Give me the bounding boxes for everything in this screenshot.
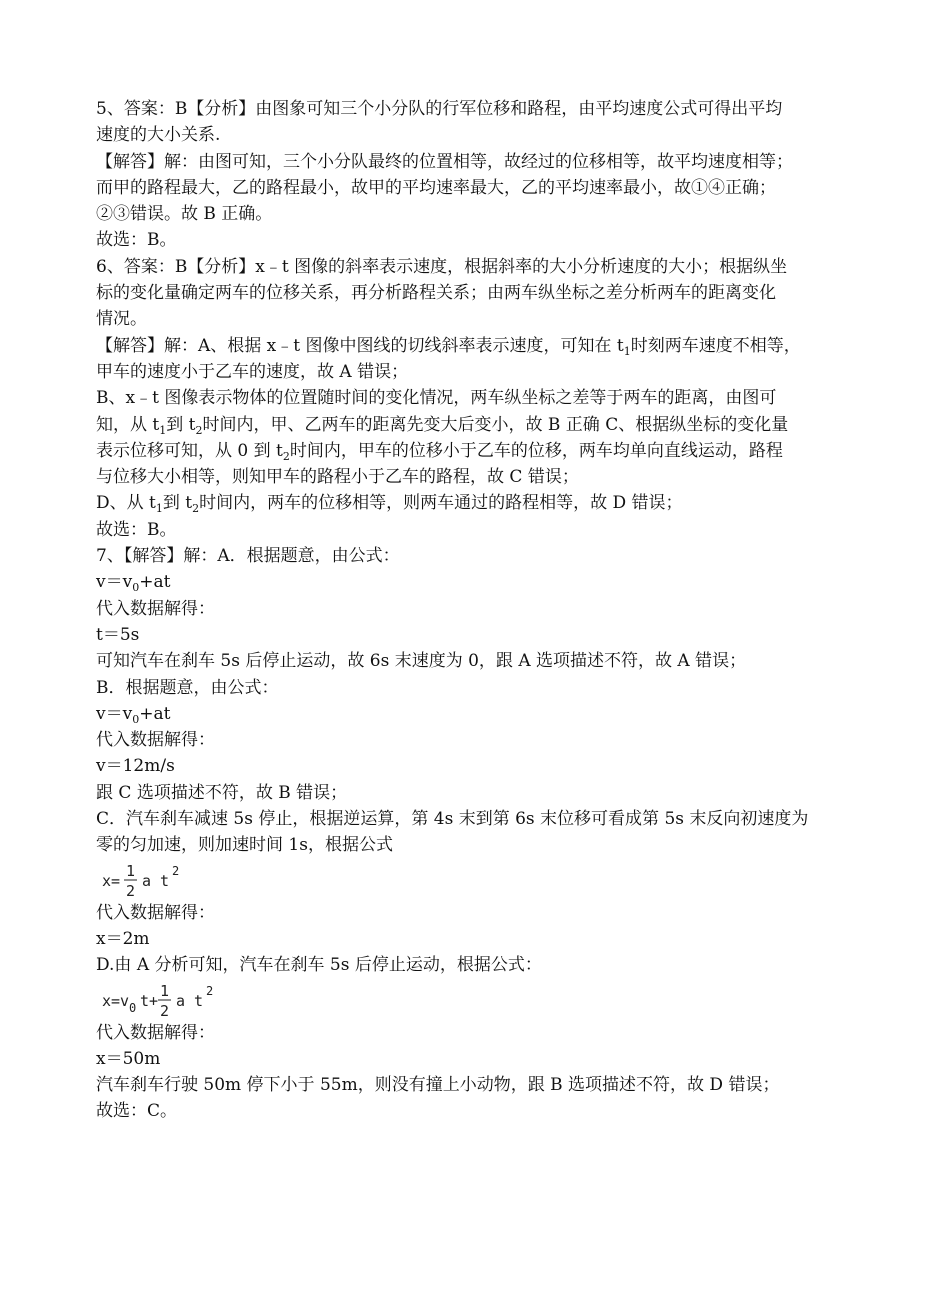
q7-result: t＝5s (96, 624, 140, 645)
q7-conclusion: 可知汽车在刹车 5s 后停止运动，故 6s 末速度为 0，跟 A 选项描述不符，故 A 错误； (96, 651, 747, 672)
q5-choice: 故选：B。 (96, 230, 177, 251)
q5-solution-line: ②③错误。故 B 正确。 (96, 204, 273, 225)
q7-conclusion: 汽车刹车行驶 50m 停下小于 55m，则没有撞上小动物，跟 B 选项描述不符，故 D 错误； (96, 1075, 780, 1096)
q7-c-heading: C．汽车刹车减速 5s 停止，根据逆运算，第 4s 末到第 6s 末位移可看成第 5s 末反向初速度为 (96, 809, 809, 830)
formula-rhs: a t (142, 871, 170, 890)
formula-exponent: 2 (172, 863, 180, 878)
subscript: 0 (132, 712, 140, 726)
subscript: 2 (282, 449, 290, 463)
formula-image-half-at-squared (96, 859, 856, 900)
q7-conclusion: 跟 C 选项描述不符，故 B 错误； (96, 782, 348, 803)
q6-solution-b-line: 与位移大小相等，则知甲车的路程小于乙车的路程，故 C 错误； (96, 467, 579, 488)
formula-image-v0t-plus-half-at-squared (96, 979, 856, 1020)
text-run: 【解答】解：A、根据 x﹣t 图像中图线的切线斜率表示速度，可知在 t (96, 335, 624, 356)
q6-solution-b-line (96, 412, 856, 438)
text-run: 时间内，甲、乙两车的距离先变大后变小，故 B 正确 C、根据纵坐标的变化量 (202, 414, 789, 435)
q7-result: x＝2m (96, 928, 150, 949)
formula-numerator: 1 (160, 981, 170, 1000)
q5-solution-line: 【解答】解：由图可知，三个小分队最终的位置相等，故经过的位移相等，故平均速度相等； (96, 151, 793, 172)
formula-rhs: a t (176, 991, 204, 1010)
subscript: 2 (195, 423, 203, 437)
q7-substitute-label: 代入数据解得： (96, 902, 215, 923)
q7-b-heading: B．根据题意，由公式： (96, 677, 279, 698)
formula-denominator: 2 (160, 1001, 170, 1020)
q6-solution-a-line: 甲车的速度小于乙车的速度，故 A 错误； (96, 361, 409, 382)
q6-solution-b-line (96, 438, 856, 464)
q7-result: v＝12m/s (96, 756, 175, 777)
subscript: 2 (192, 502, 200, 516)
q7-formula (96, 569, 856, 595)
text-run: v＝v (96, 703, 133, 724)
formula-lhs: x=v (102, 991, 130, 1010)
q6-solution-a-line (96, 333, 856, 359)
text-run: v＝v (96, 572, 133, 593)
q7-formula (96, 701, 856, 727)
q6-solution-b-line: B、x﹣t 图像表示物体的位置随时间的变化情况，两车纵坐标之差等于两车的距离，由图可 (96, 388, 777, 409)
q7-substitute-label: 代入数据解得： (96, 1022, 215, 1043)
q6-answer-line: 标的变化量确定两车的位移关系，再分析路程关系；由两车纵坐标之差分析两车的距离变化 (96, 283, 776, 304)
q5-solution-line: 而甲的路程最大，乙的路程最小，故甲的平均速率最大，乙的平均速率最小，故①④正确； (96, 177, 776, 198)
formula-denominator: 2 (126, 881, 136, 900)
text-run: 到 t (162, 493, 193, 514)
formula-svg (96, 859, 216, 900)
formula-numerator: 1 (126, 861, 136, 880)
formula-exponent: 2 (206, 983, 214, 998)
text-run: 时间内，两车的位移相等，则两车通过的路程相等，故 D 错误； (199, 493, 683, 514)
text-run: +at (139, 572, 171, 593)
q7-d-heading: D.由 A 分析可知，汽车在刹车 5s 后停止运动，根据公式： (96, 955, 542, 976)
text-run: 到 t (166, 414, 196, 435)
q5-answer-line: 速度的大小关系. (96, 125, 221, 146)
q6-solution-d-line (96, 490, 856, 516)
q7-substitute-label: 代入数据解得： (96, 598, 215, 619)
subscript: 1 (623, 344, 631, 358)
text-run: D、从 t (96, 493, 156, 514)
q6-answer-line: 6、答案：B【分析】x﹣t 图像的斜率表示速度，根据斜率的大小分析速度的大小；根据纵坐 (96, 256, 788, 277)
q6-choice: 故选：B。 (96, 519, 177, 540)
document-page (96, 96, 856, 1125)
q7-result: x＝50m (96, 1048, 161, 1069)
text-run: 知，从 t (96, 414, 160, 435)
formula-mid: t+ (140, 991, 159, 1010)
q7-heading: 7、【解答】解：A．根据题意，由公式： (96, 546, 400, 567)
formula-svg (96, 979, 246, 1020)
q6-answer-line: 情况。 (96, 309, 147, 330)
q7-choice: 故选：C。 (96, 1101, 178, 1122)
formula-lhs: x= (102, 871, 121, 890)
text-run: 表示位移可知，从 0 到 t (96, 440, 283, 461)
text-run: 时间内，甲车的位移小于乙车的位移，两车均单向直线运动，路程 (289, 440, 783, 461)
subscript: 1 (155, 502, 163, 516)
text-run: 时刻两车速度不相等， (630, 335, 801, 356)
text-run: +at (139, 703, 171, 724)
formula-subscript: 0 (129, 1000, 137, 1015)
q7-substitute-label: 代入数据解得： (96, 730, 215, 751)
subscript: 1 (159, 423, 167, 437)
q5-answer-line: 5、答案：B【分析】由图象可知三个小分队的行军位移和路程，由平均速度公式可得出平均 (96, 99, 783, 119)
q7-c-heading: 零的匀加速，则加速时间 1s，根据公式 (96, 835, 393, 856)
subscript: 0 (132, 581, 140, 595)
